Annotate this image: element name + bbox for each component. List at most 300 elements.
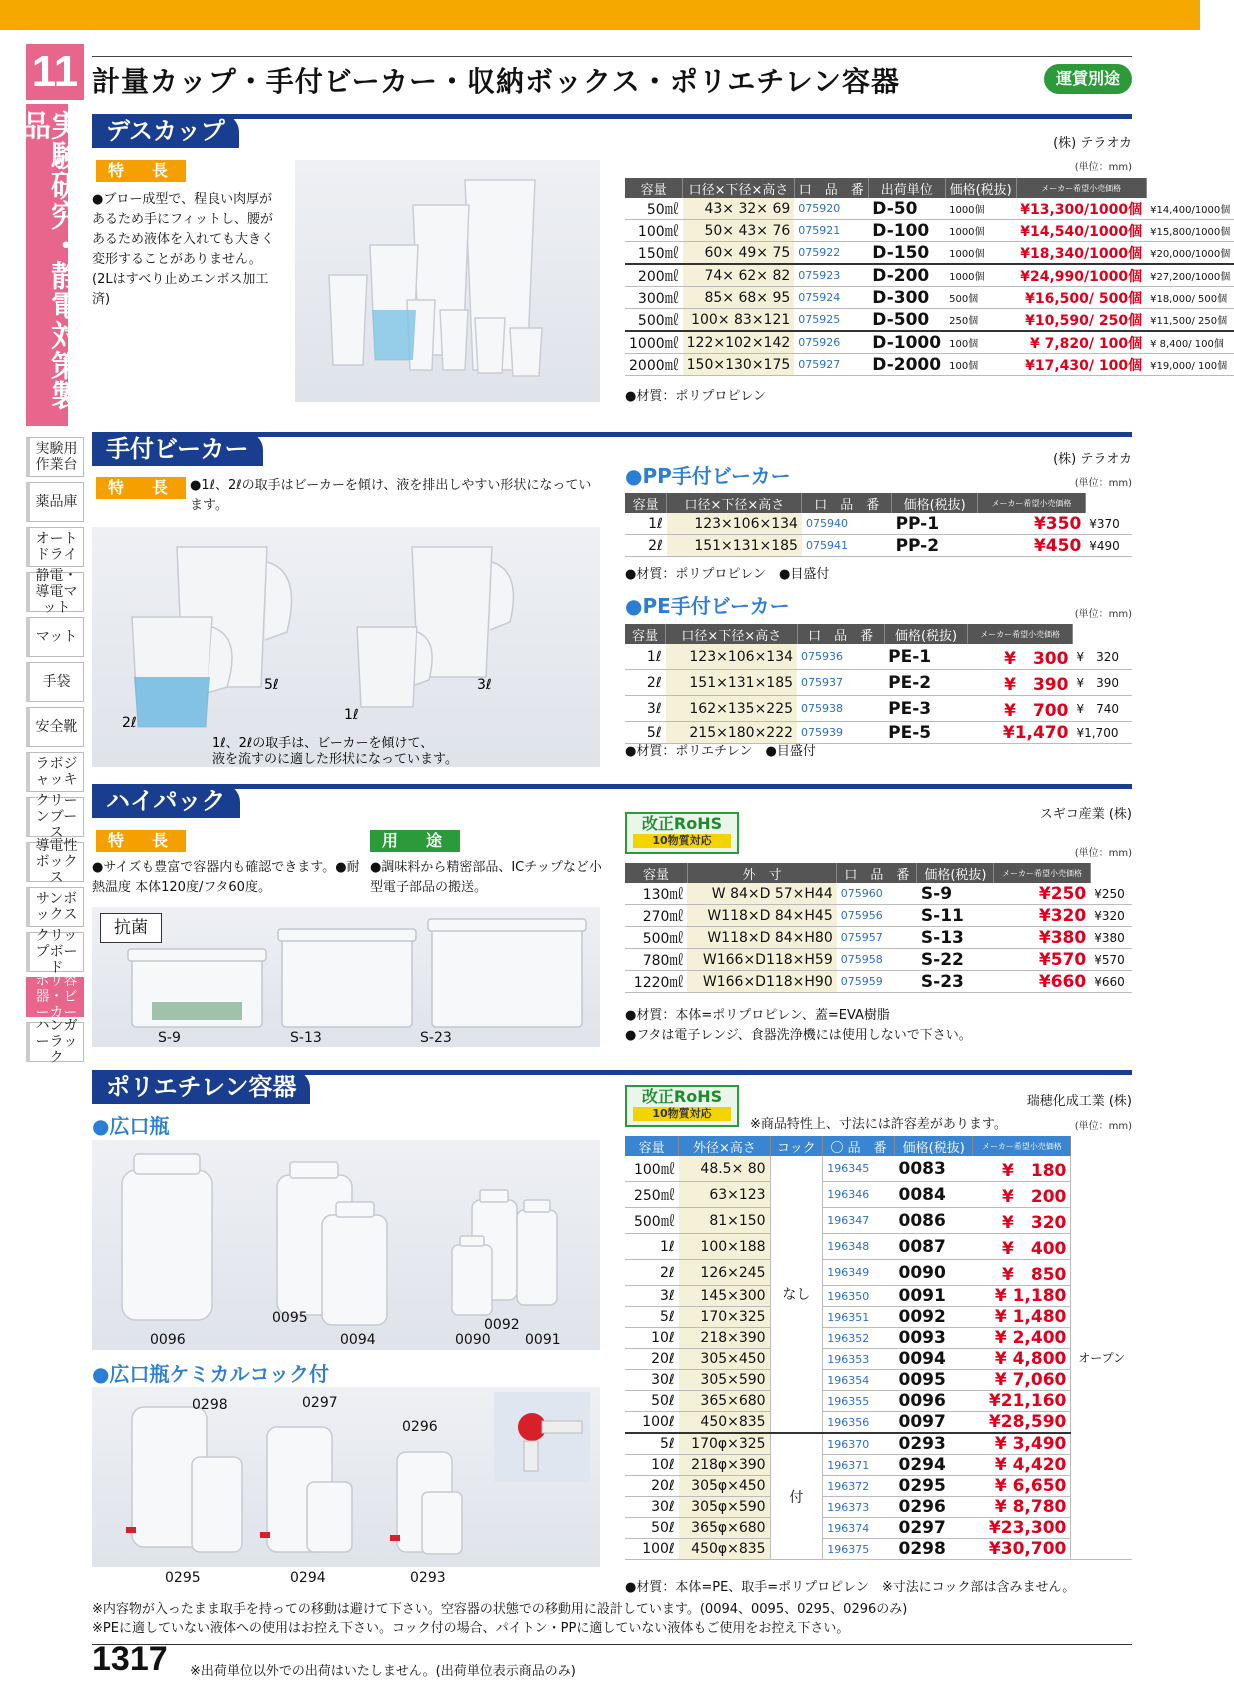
capacity-cell: 500㎖ [625, 1208, 679, 1234]
msrp-cell: ¥ 320 [1072, 644, 1132, 670]
table-row [625, 670, 1132, 696]
cock-cell: なし [770, 1156, 823, 1433]
model-cell: D-2000 [868, 354, 945, 376]
footer-rule [92, 1644, 1132, 1645]
rohs-badge [625, 812, 739, 854]
section-rule [92, 114, 1132, 119]
dimension-cell: 50× 43× 76 [683, 220, 795, 242]
dimension-cell: 150×130×175 [683, 354, 795, 376]
column-header: コック [770, 1136, 823, 1156]
model-cell: D-500 [868, 309, 945, 332]
code-cell: 196347 [823, 1208, 895, 1234]
capacity-cell: 50ℓ [625, 1518, 679, 1539]
dimension-cell: W166×D118×H90 [687, 971, 836, 993]
subsection-title: ●PE手付ビーカー [625, 594, 790, 618]
rohs-sub: 10物質対応 [633, 1107, 731, 1121]
capacity-cell: 1ℓ [625, 1234, 679, 1260]
msrp-cell: ¥15,800/1000個 [1146, 220, 1234, 242]
unit-label: (単位：mm) [1074, 848, 1132, 859]
capacity-cell: 300㎖ [625, 287, 683, 309]
photo-label: 0293 [410, 1570, 446, 1586]
sidenav-item[interactable]: 手袋 [26, 662, 84, 702]
table-row [625, 1208, 1132, 1234]
column-header: 価格(税抜) [895, 1136, 973, 1156]
capacity-cell: 1ℓ [625, 513, 667, 535]
feature-tag: 特 長 [96, 160, 186, 182]
dimension-cell: 81×150 [679, 1208, 770, 1234]
capacity-cell: 2000㎖ [625, 354, 683, 376]
photo-label: 0091 [525, 1332, 561, 1348]
price-cell: ¥30,700 [973, 1539, 1071, 1560]
capacity-cell: 50㎖ [625, 198, 683, 220]
table-row [625, 264, 1234, 287]
price-cell: ¥ 200 [973, 1182, 1071, 1208]
unit-label: (単位：mm) [1074, 478, 1132, 489]
jars-illustration [92, 1140, 600, 1350]
code-cell: 075923 [794, 264, 868, 287]
price-cell: ¥ 1,180 [973, 1286, 1071, 1307]
top-color-bar [0, 0, 1200, 30]
code-cell: 075926 [794, 331, 868, 354]
dimension-cell: W 84×D 57×H44 [687, 883, 836, 905]
column-header: 外 寸 [687, 863, 836, 883]
table-row [625, 949, 1132, 971]
cups-illustration [295, 160, 600, 402]
code-cell: 075920 [794, 198, 868, 220]
sidenav-item[interactable]: オートドライ [26, 527, 84, 567]
price-cell: ¥ 390 [968, 670, 1073, 696]
model-cell: 0296 [895, 1497, 973, 1518]
table-row [625, 198, 1234, 220]
model-cell: S-9 [917, 883, 994, 905]
price-cell: ¥13,300/1000個 [1016, 198, 1146, 220]
capacity-cell: 20ℓ [625, 1476, 679, 1497]
column-header: メーカー希望小売価格 [968, 624, 1073, 644]
dimension-cell: 100×188 [679, 1234, 770, 1260]
price-cell: ¥ 400 [973, 1234, 1071, 1260]
model-cell: 0086 [895, 1208, 973, 1234]
usage-text: ●調味料から精密部品、ICチップなど小型電子部品の搬送。 [370, 860, 602, 895]
company-name: (株) テラオカ [1053, 452, 1132, 467]
sidenav-item[interactable]: サンボックス [26, 887, 84, 927]
desucup-spec-table [625, 178, 1234, 376]
price-cell: ¥350 [978, 513, 1086, 535]
table-row [625, 905, 1132, 927]
code-cell: 075922 [794, 242, 868, 265]
price-cell: ¥21,160 [973, 1391, 1071, 1412]
code-cell: 075938 [797, 696, 884, 722]
model-cell: 0298 [895, 1539, 973, 1560]
sidenav-item[interactable]: クリップボード [26, 932, 84, 972]
price-cell: ¥ 8,780 [973, 1497, 1071, 1518]
sidenav-item[interactable]: 実験用作業台 [26, 437, 84, 477]
code-cell: 196373 [823, 1497, 895, 1518]
capacity-cell: 500㎖ [625, 309, 683, 332]
table-row [625, 1234, 1132, 1260]
capacity-cell: 1ℓ [625, 644, 666, 670]
column-header: メーカー希望小売価格 [994, 863, 1090, 883]
price-cell: ¥28,590 [973, 1412, 1071, 1434]
code-cell: 075959 [837, 971, 917, 993]
code-cell: 075925 [794, 309, 868, 332]
code-cell: 196375 [823, 1539, 895, 1560]
price-cell: ¥ 4,420 [973, 1455, 1071, 1476]
handling-note: ※内容物が入ったまま取手を持っての移動は避けて下さい。空容器の状態での移動用に設計しています。(0094、0095、0295、0296のみ) [92, 1602, 908, 1617]
column-header: 価格(税抜) [945, 178, 1016, 198]
dimension-cell: 305φ×450 [679, 1476, 770, 1497]
model-cell: PE-1 [884, 644, 968, 670]
sidenav-item[interactable]: ハンガーラック [26, 1022, 84, 1062]
photo-caption: 液を流すのに適した形状になっています。 [212, 752, 458, 767]
ship-unit-cell: 1000個 [945, 198, 1016, 220]
unit-label: (単位：mm) [1074, 162, 1132, 173]
model-cell: 0083 [895, 1156, 973, 1182]
product-photo-jars [92, 1140, 600, 1350]
material-note: ●材質：ポリプロピレン ●目盛付 [625, 567, 830, 582]
msrp-cell: ¥11,500/ 250個 [1146, 309, 1234, 332]
table-row [625, 1328, 1132, 1349]
price-cell: ¥ 7,060 [973, 1370, 1071, 1391]
model-cell: 0087 [895, 1234, 973, 1260]
table-row [625, 927, 1132, 949]
capacity-cell: 3ℓ [625, 696, 666, 722]
code-cell: 196346 [823, 1182, 895, 1208]
model-cell: PE-5 [884, 722, 968, 744]
code-cell: 075941 [802, 535, 892, 557]
model-cell: PP-2 [892, 535, 978, 557]
photo-label: 0096 [150, 1332, 186, 1348]
dimension-cell: 365φ×680 [679, 1518, 770, 1539]
dimension-cell: 43× 32× 69 [683, 198, 795, 220]
table-row [625, 287, 1234, 309]
photo-label: S-13 [290, 1030, 322, 1046]
code-cell: 196348 [823, 1234, 895, 1260]
sidenav-item[interactable]: ラボジャッキ [26, 752, 84, 792]
msrp-cell: ¥ 8,400/ 100個 [1146, 331, 1234, 354]
price-cell: ¥570 [994, 949, 1090, 971]
dimension-cell: 145×300 [679, 1286, 770, 1307]
model-cell: 0092 [895, 1307, 973, 1328]
code-cell: 075939 [797, 722, 884, 744]
table-row [625, 1182, 1132, 1208]
model-cell: S-13 [917, 927, 994, 949]
code-cell: 075937 [797, 670, 884, 696]
dimension-cell: 218φ×390 [679, 1455, 770, 1476]
dimension-cell: W118×D 84×H45 [687, 905, 836, 927]
material-note: ●材質：本体=PE、取手=ポリプロピレン ※寸法にコック部は含みません。 [625, 1580, 1076, 1595]
capacity-cell: 1000㎖ [625, 331, 683, 354]
dimension-cell: 450×835 [679, 1412, 770, 1434]
ship-unit-cell: 1000個 [945, 220, 1016, 242]
msrp-cell: ¥18,000/ 500個 [1146, 287, 1234, 309]
chapter-number: 11 [26, 44, 84, 100]
rohs-title: 改正RoHS [641, 1087, 723, 1106]
dimension-cell: 450φ×835 [679, 1539, 770, 1560]
photo-label: 2ℓ [122, 715, 137, 731]
table-row [625, 1455, 1132, 1476]
capacity-cell: 200㎖ [625, 264, 683, 287]
capacity-cell: 10ℓ [625, 1328, 679, 1349]
capacity-cell: 10ℓ [625, 1455, 679, 1476]
subsection-title: ●PP手付ビーカー [625, 464, 791, 488]
photo-label: 5ℓ [264, 677, 279, 693]
rohs-badge [625, 1085, 739, 1127]
sidenav-item[interactable]: 薬品庫 [26, 482, 84, 522]
msrp-cell: ¥14,400/1000個 [1146, 198, 1234, 220]
dimension-cell: W118×D 84×H80 [687, 927, 836, 949]
material-note: ●材質：ポリプロピレン [625, 389, 767, 404]
table-row [625, 1286, 1132, 1307]
price-cell: ¥16,500/ 500個 [1016, 287, 1146, 309]
code-cell: 075957 [837, 927, 917, 949]
table-row [625, 220, 1234, 242]
section-heading-hipack: ハイパック [92, 784, 240, 818]
sidenav-item[interactable]: マット [26, 617, 84, 657]
table-row [625, 1497, 1132, 1518]
model-cell: D-150 [868, 242, 945, 265]
table-row [625, 696, 1132, 722]
capacity-cell: 130㎖ [625, 883, 687, 905]
table-row [625, 644, 1132, 670]
section-heading-poly: ポリエチレン容器 [92, 1070, 310, 1104]
price-cell: ¥18,340/1000個 [1016, 242, 1146, 265]
dimension-cell: 151×131×185 [666, 670, 797, 696]
product-photo-cock-jars [92, 1387, 600, 1567]
sidenav-item[interactable]: 安全靴 [26, 707, 84, 747]
price-cell: ¥660 [994, 971, 1090, 993]
price-cell: ¥ 2,400 [973, 1328, 1071, 1349]
capacity-cell: 50ℓ [625, 1391, 679, 1412]
table-row [625, 1260, 1132, 1286]
photo-label: 0090 [455, 1332, 491, 1348]
section-rule [92, 784, 1132, 789]
column-header: 〇 品 番 [823, 1136, 895, 1156]
pe-beaker-table [625, 624, 1132, 744]
capacity-cell: 100㎖ [625, 220, 683, 242]
price-cell: ¥10,590/ 250個 [1016, 309, 1146, 332]
msrp-cell: ¥1,700 [1072, 722, 1132, 744]
material-note: ●材質：本体=ポリプロピレン、蓋=EVA樹脂 [625, 1008, 890, 1023]
model-cell: D-200 [868, 264, 945, 287]
company-name: (株) テラオカ [1053, 136, 1132, 151]
cock-jars-illustration [92, 1387, 600, 1567]
dimension-cell: 85× 68× 95 [683, 287, 795, 309]
photo-label: 0297 [302, 1395, 338, 1411]
photo-label: 0298 [192, 1397, 228, 1413]
column-header: 口径×下径×高さ [666, 624, 797, 644]
code-cell: 196354 [823, 1370, 895, 1391]
code-cell: 075924 [794, 287, 868, 309]
table-row [625, 1391, 1132, 1412]
model-cell: 0293 [895, 1433, 973, 1455]
table-row [625, 1349, 1132, 1370]
table-row [625, 1539, 1132, 1560]
capacity-cell: 100ℓ [625, 1539, 679, 1560]
column-header: メーカー希望小売価格 [973, 1136, 1071, 1156]
model-cell: 0297 [895, 1518, 973, 1539]
code-cell: 196351 [823, 1307, 895, 1328]
usage-warning: ●フタは電子レンジ、食器洗浄機には使用しないで下さい。 [625, 1028, 972, 1043]
column-header: 口 品 番 [837, 863, 917, 883]
ship-unit-cell: 100個 [945, 331, 1016, 354]
table-row [625, 883, 1132, 905]
ship-unit-cell: 1000個 [945, 264, 1016, 287]
dimension-cell: 60× 49× 75 [683, 242, 795, 265]
table-row [625, 331, 1234, 354]
column-header: 容量 [625, 1136, 679, 1156]
price-cell: ¥ 700 [968, 696, 1073, 722]
hipack-spec-table [625, 863, 1132, 993]
column-header: 出荷単位 [868, 178, 945, 198]
capacity-cell: 2ℓ [625, 535, 667, 557]
rohs-sub: 10物質対応 [633, 834, 731, 848]
poly-spec-table [625, 1136, 1132, 1560]
column-header: 価格(税抜) [884, 624, 968, 644]
table-row [625, 1412, 1132, 1434]
company-name: 瑞穂化成工業 (株) [1026, 1094, 1132, 1109]
price-cell: ¥ 180 [973, 1156, 1071, 1182]
capacity-cell: 5ℓ [625, 1307, 679, 1328]
table-row [625, 971, 1132, 993]
model-cell: D-1000 [868, 331, 945, 354]
price-cell: ¥14,540/1000個 [1016, 220, 1146, 242]
msrp-cell: ¥250 [1090, 883, 1132, 905]
table-row [625, 1156, 1132, 1182]
code-cell: 196371 [823, 1455, 895, 1476]
msrp-cell: ¥370 [1085, 513, 1132, 535]
column-header: 容量 [625, 178, 683, 198]
dimension-cell: 215×180×222 [666, 722, 797, 744]
photo-label: 3ℓ [477, 677, 492, 693]
tolerance-note: ※商品特性上、寸法には許容差があります。 [750, 1117, 1007, 1132]
model-cell: 0084 [895, 1182, 973, 1208]
capacity-cell: 250㎖ [625, 1182, 679, 1208]
sidenav-item[interactable]: 導電性ボックス [26, 842, 84, 882]
column-header: 口径×下径×高さ [683, 178, 795, 198]
dimension-cell: 305φ×590 [679, 1497, 770, 1518]
model-cell: D-300 [868, 287, 945, 309]
column-header: 外径×高さ [679, 1136, 770, 1156]
photo-label: 0294 [290, 1570, 326, 1586]
model-cell: 0294 [895, 1455, 973, 1476]
capacity-cell: 500㎖ [625, 927, 687, 949]
column-header: 容量 [625, 493, 667, 513]
sidenav-item[interactable]: クリーンブース [26, 797, 84, 837]
column-header: メーカー希望小売価格 [978, 493, 1086, 513]
column-header: 価格(税抜) [917, 863, 994, 883]
dimension-cell: 305×590 [679, 1370, 770, 1391]
model-cell: 0096 [895, 1391, 973, 1412]
price-cell: ¥ 7,820/ 100個 [1016, 331, 1146, 354]
table-row [625, 1476, 1132, 1497]
model-cell: 0091 [895, 1286, 973, 1307]
capacity-cell: 2ℓ [625, 1260, 679, 1286]
model-cell: 0295 [895, 1476, 973, 1497]
price-cell: ¥320 [994, 905, 1090, 927]
price-cell: ¥250 [994, 883, 1090, 905]
side-index [26, 437, 84, 1067]
model-cell: 0095 [895, 1370, 973, 1391]
photo-label: S-23 [420, 1030, 452, 1046]
shipping-badge: 運賃別途 [1044, 64, 1132, 94]
msrp-cell: ¥380 [1090, 927, 1132, 949]
sidenav-item[interactable]: ポリ容器・ビーカー [26, 977, 84, 1017]
table-row [625, 1370, 1132, 1391]
code-cell: 196353 [823, 1349, 895, 1370]
compatibility-note: ※PEに適していない液体への使用はお控え下さい。コック付の場合、パイトン・PPに適していない液体もご使用をお控え下さい。 [92, 1621, 850, 1636]
cock-cell: 付 [770, 1433, 823, 1560]
dimension-cell: 123×106×134 [666, 644, 797, 670]
footer-note: ※出荷単位以外での出荷はいたしません。(出荷単位表示商品のみ) [190, 1664, 576, 1679]
capacity-cell: 5ℓ [625, 1433, 679, 1455]
model-cell: D-50 [868, 198, 945, 220]
sidenav-item[interactable]: 静電・導電マット [26, 572, 84, 612]
model-cell: PE-3 [884, 696, 968, 722]
chapter-title: 実験研究・静電対策製品 [26, 104, 68, 426]
msrp-cell: ¥ 390 [1072, 670, 1132, 696]
photo-label: S-9 [158, 1030, 181, 1046]
capacity-cell: 30ℓ [625, 1497, 679, 1518]
photo-label: 0095 [272, 1310, 308, 1326]
product-photo-desucup [295, 160, 600, 402]
price-cell: ¥ 4,800 [973, 1349, 1071, 1370]
code-cell: 196372 [823, 1476, 895, 1497]
capacity-cell: 150㎖ [625, 242, 683, 265]
code-cell: 196345 [823, 1156, 895, 1182]
ship-unit-cell: 250個 [945, 309, 1016, 332]
feature-text: ●ブロー成型で、程良い肉厚があるため手にフィットし、腰があるため液体を入れても大きく変形することがありません。(2Lはすべり止めエンボス加工済) [92, 192, 275, 307]
capacity-cell: 780㎖ [625, 949, 687, 971]
table-row [625, 309, 1234, 332]
dimension-cell: 126×245 [679, 1260, 770, 1286]
code-cell: 196374 [823, 1518, 895, 1539]
capacity-cell: 100ℓ [625, 1412, 679, 1434]
column-header: 価格(税抜) [892, 493, 978, 513]
dimension-cell: 170×325 [679, 1307, 770, 1328]
dimension-cell: 305×450 [679, 1349, 770, 1370]
unit-label: (単位：mm) [1074, 1121, 1132, 1132]
product-photo-hipack [92, 907, 600, 1047]
capacity-cell: 30ℓ [625, 1370, 679, 1391]
msrp-cell: ¥320 [1090, 905, 1132, 927]
title-rule [92, 56, 1132, 57]
dimension-cell: W166×D118×H59 [687, 949, 836, 971]
column-header: 容量 [625, 863, 687, 883]
model-cell: PP-1 [892, 513, 978, 535]
section-heading-desucup: デスカップ [92, 114, 239, 148]
photo-label: 0296 [402, 1419, 438, 1435]
price-cell: ¥ 850 [973, 1260, 1071, 1286]
photo-label: 0092 [484, 1317, 520, 1333]
msrp-cell: ¥20,000/1000個 [1146, 242, 1234, 265]
ship-unit-cell: 500個 [945, 287, 1016, 309]
model-cell: 0090 [895, 1260, 973, 1286]
msrp-cell: ¥570 [1090, 949, 1132, 971]
dimension-cell: 48.5× 80 [679, 1156, 770, 1182]
dimension-cell: 122×102×142 [683, 331, 795, 354]
code-cell: 196352 [823, 1328, 895, 1349]
code-cell: 196370 [823, 1433, 895, 1455]
code-cell: 075940 [802, 513, 892, 535]
page-title: 計量カップ・手付ビーカー・収納ボックス・ポリエチレン容器 [92, 65, 900, 98]
table-row [625, 513, 1132, 535]
photo-label: 1ℓ [344, 707, 359, 723]
price-cell: ¥ 6,650 [973, 1476, 1071, 1497]
feature-text: ●サイズも豊富で容器内も確認できます。●耐熱温度 本体120度/フタ60度。 [92, 860, 360, 895]
column-header: 容量 [625, 624, 666, 644]
column-header: メーカー希望小売価格 [1016, 178, 1146, 198]
photo-label: 0094 [340, 1332, 376, 1348]
